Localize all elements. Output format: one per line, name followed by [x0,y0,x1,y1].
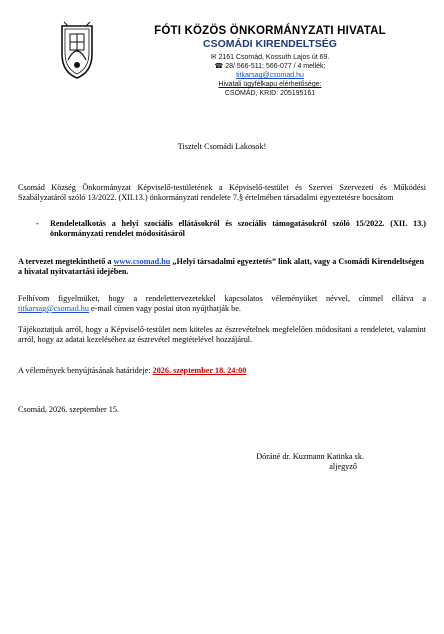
office-title: FÓTI KÖZÖS ÖNKORMÁNYZATI HIVATAL [154,25,386,37]
bullet-text: Rendeletalkotás a helyi szociális ellátásokról és szociális támogatásokról szóló 15/2022. (XII. 13.) önkormányzati rendelet módosításáról [50,219,426,238]
envelope-icon: ✉ [210,54,217,61]
greeting: Tisztelt Csomádi Lakosok! [177,142,267,151]
view-text-before: A tervezet megtekinthető a [18,257,114,266]
address-text: 2161 Csomád, Kossuth Lajos út 69. [218,54,330,61]
krid-line: CSOMÁD, KRID: 205195161 [224,90,316,97]
email-link[interactable]: titkarsag@csomad.hu [236,72,304,79]
email-line [150,71,390,80]
phone-line [150,62,390,71]
intro-paragraph: Csomád Község Önkormányzat Képviselő-testületének a Képviselő-testület és Szervei Szervezeti és Működési Szabályzatáról szóló 13/2022. (XII.13.) önkormányzati rendelete 7.§ értelmében társadalmi egyeztetésre bocsátom [18,183,426,202]
deadline-label: A vélemények benyújtásának határideje: [18,366,153,375]
bullet-item [36,219,426,239]
place-date: Csomád, 2026. szeptember 15. [18,405,119,414]
website-link[interactable]: www.csomad.hu [113,257,171,266]
signer-role: aljegyző [329,462,357,471]
ugyfelkapu-line: Hivatali ügyfélkapu elérhetősége: [218,81,322,88]
attention-paragraph [18,294,426,314]
letterhead [150,24,390,98]
attention-text-before: Felhívom figyelmüket, hogy a rendelettervezetekkel kapcsolatos véleményüket névvel, címmel ellátva a [18,294,426,303]
phone-icon: ☎ [214,63,224,70]
signer-name: Dóráné dr. Kuzmann Katinka sk. [256,452,364,461]
deadline-value: 2026. szeptember 18. 24:00 [152,366,247,375]
coat-of-arms-icon [60,20,94,80]
attention-text-after: e-mail címen vagy postai úton nyújthatják be. [88,304,241,313]
address-line [150,53,390,62]
email-link-body[interactable]: titkarsag@csomad.hu [18,304,89,313]
view-text-after: „Helyi társadalmi egyeztetés” link alatt, vagy a Csomádi Kirendeltségen a hivatal nyitvatartási idejében. [18,257,424,276]
view-paragraph [18,257,426,277]
bullet-dash: - [36,219,39,228]
signature-block [254,452,364,472]
office-subtitle: CSOMÁDI KIRENDELTSÉG [203,38,337,50]
phone-text: 28/ 566-511; 566-077 / 4 mellék; [225,63,326,70]
deadline-line [18,366,426,376]
inform-paragraph: Tájékoztatjuk arról, hogy a Képviselő-testület nem köteles az észrevételnek megfelelően módosítani a rendeletet, valamint arról, hogy az adatai kezeléséhez az észrevétel megtételével hozzájárul. [18,325,426,344]
